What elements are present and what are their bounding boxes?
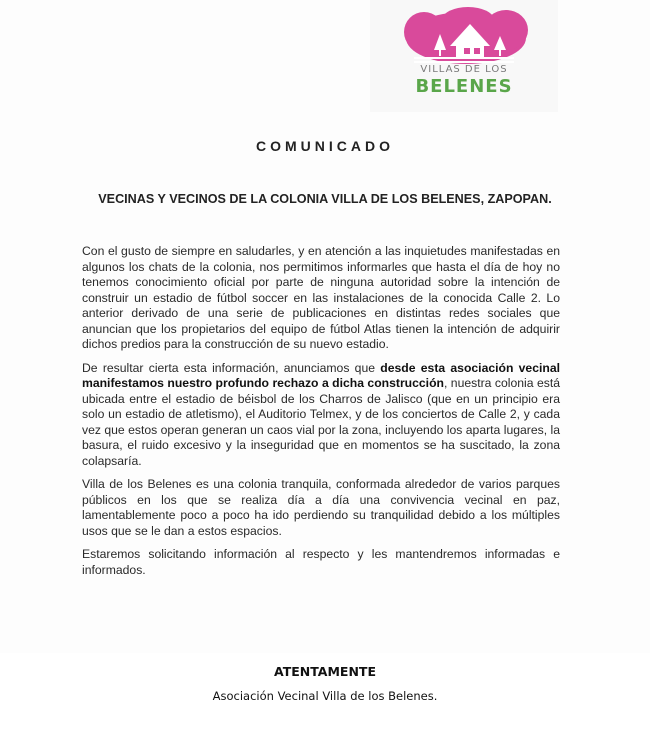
- document-heading: COMUNICADO: [256, 138, 394, 154]
- paragraph-1: Con el gusto de siempre en saludarles, y en atención a las inquietudes manifestadas en algunos los chats de la colonia, nos permitimos informarles que hasta el día de hoy no tenemos conocimiento oficial por parte de ninguna autoridad sobre la intención de construir un estadio de fútbol soccer en las instalaciones de la conocida Calle 2. Lo anterior derivado de una serie de publicaciones en distintas redes sociales que anuncian que los propietarios del equipo de fútbol Atlas tienen la intención de adquirir dichos predios para la construcción de su nuevo estadio.: [82, 244, 560, 351]
- paragraph-3: Villa de los Belenes es una colonia tranquila, conformada alrededor de varios parques públicos en los que se realiza día a día una convivencia vecinal en paz, lamentablemente poco a poco ha ido perdiendo su tranquilidad debido a los múltiples usos que se le dan a estos espacios.: [82, 477, 560, 538]
- closing-text: ATENTAMENTE: [274, 664, 376, 679]
- villas-de-los-belenes-logo: [370, 0, 558, 112]
- logo-text-big: BELENES: [415, 76, 513, 97]
- house-with-trees-icon: [398, 6, 530, 68]
- logo-text-small: VILLAS DE LOS: [420, 64, 508, 75]
- addressee-line: VECINAS Y VECINOS DE LA COLONIA VILLA DE LOS BELENES, ZAPOPAN.: [98, 192, 552, 206]
- signature-footer: [0, 653, 650, 733]
- paragraph-2: [82, 361, 560, 470]
- signature-text: Asociación Vecinal Villa de los Belenes.: [212, 689, 438, 703]
- paragraph-4: Estaremos solicitando información al respecto y les mantendremos informadas e informados.: [82, 547, 560, 577]
- paragraph-2-start: De resultar cierta esta información, anunciamos que: [82, 360, 381, 375]
- paragraph-2-end: , nuestra colonia está ubicada entre el estadio de béisbol de los Charros de Jalisco (que en un principio era solo un estadio de atletismo), el Auditorio Telmex, y de los conciertos de Calle 2, y cada vez que estos operan generan un caos vial por la zona, incluyendo los aparta lugares, la basura, el ruido excesivo y la inseguridad que en momentos se ha suscitado, la zona colapsaría.: [82, 376, 560, 468]
- communique-body: [82, 244, 560, 586]
- paragraph-2-emphasis: desde esta asociación vecinal manifestamos nuestro profundo rechazo a dicha construcción: [82, 360, 560, 390]
